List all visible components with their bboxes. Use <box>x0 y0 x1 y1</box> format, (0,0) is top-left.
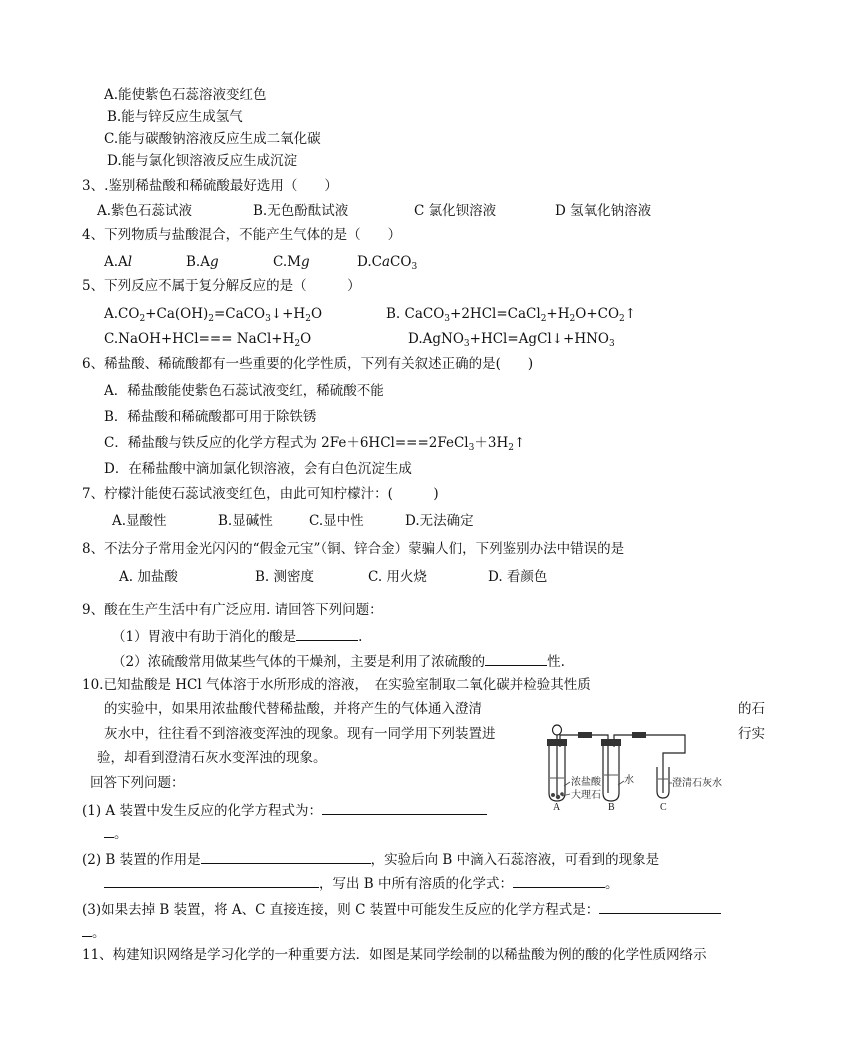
q6-option-c: C．稀盐酸与铁反应的化学方程式为 $2Fe+6HCl===2FeCl_3+3H_2↑$ <box>104 435 526 453</box>
q3-option-b: B.无色酚酞试液 <box>253 203 349 219</box>
apparatus-figure <box>544 723 732 811</box>
q8-stem: 8、不法分子常用金光闪闪的“假金元宝”（铜、锌合金）蒙骗人们，下列鉴别办法中错误的是 <box>82 541 625 557</box>
q3-option-a: A.紫色石蕊试液 <box>97 203 193 219</box>
q8-option-c: C. 用火烧 <box>368 569 427 585</box>
q10-part3-tail: 。 <box>82 922 106 942</box>
q8-option-a: A. 加盐酸 <box>119 569 178 585</box>
q10-line1: 10.已知盐酸是 HCl 气体溶于水所形成的溶液， 在实验室制取二氧化碳并检验其性质 <box>82 677 591 693</box>
q7-option-c: C.显中性 <box>309 513 364 529</box>
q3-option-c: C 氯化钡溶液 <box>414 203 497 219</box>
q10-blank-1-cont[interactable] <box>104 823 114 838</box>
q5-option-b: B. $CaCO_3+2HCl=CaCl_2+H_2O+CO_2↑$ <box>386 306 637 324</box>
q8-option-b: B. 测密度 <box>255 569 315 585</box>
q9-sub2: （2）浓硫酸常用做某些气体的干燥剂，主要是利用了浓硫酸的 性. <box>112 651 565 671</box>
q9-sub1: （1）胃液中有助于消化的酸是 . <box>112 626 362 646</box>
q3-option-d: D 氢氧化钠溶液 <box>555 203 652 219</box>
q4-stem: 4、下列物质与盐酸混合，不能产生气体的是（ ） <box>82 227 402 243</box>
q6-option-d: D．在稀盐酸中滴加氯化钡溶液，会有白色沉淀生成 <box>104 461 412 477</box>
q7-option-b: B.显碱性 <box>218 513 273 529</box>
q10-part1: (1) A 装置中发生反应的化学方程式为： <box>82 800 487 820</box>
q10-line3: 灰水中，往往看不到溶液变浑浊的现象。现有一同学用下列装置进 <box>104 726 496 742</box>
q6-stem: 6、稀盐酸、稀硫酸都有一些重要的化学性质，下列有关叙述正确的是( ) <box>82 356 534 372</box>
q10-line5: 回答下列问题： <box>90 775 185 791</box>
q7-option-a: A.显酸性 <box>112 513 167 529</box>
label-lime: 澄清石灰水 <box>672 778 722 789</box>
q7-option-d: D.无法确定 <box>405 513 474 529</box>
q10-part2: (2) B 装置的作用是 ，实验后向 B 中滴入石蕊溶液，可看到的现象是 <box>82 849 659 869</box>
label-acid: 浓盐酸 <box>571 777 601 788</box>
tag-c: C <box>660 802 667 811</box>
q2-option-c: C.能与碳酸钠溶液反应生成二氧化碳 <box>104 131 321 147</box>
q10-part2-cont: ，写出 B 中所有溶质的化学式： 。 <box>104 873 619 893</box>
q3-stem: 3、.鉴别稀盐酸和稀硫酸最好选用（ ） <box>82 178 338 194</box>
q10-line2: 的实验中，如果用浓盐酸代替稀盐酸，并将产生的气体通入澄清 <box>104 701 482 717</box>
q4-option-b: B.Ag <box>186 254 219 270</box>
q10-part1-tail: 。 <box>104 823 128 843</box>
label-stone: 大理石 <box>571 790 601 801</box>
q10-blank-4[interactable] <box>513 873 605 888</box>
q2-option-b: B.能与锌反应生成氢气 <box>107 109 243 125</box>
q2-option-d: D.能与氯化钡溶液反应生成沉淀 <box>107 153 298 169</box>
q11-line1: 11、构建知识网络是学习化学的一种重要方法．如图是某同学绘制的以稀盐酸为例的酸的化学性质网络示 <box>82 947 707 963</box>
q10-blank-2[interactable] <box>201 849 371 864</box>
q10-line3-end: 行实 <box>738 726 765 742</box>
q9-blank-1[interactable] <box>296 626 358 641</box>
q9-blank-2[interactable] <box>485 651 547 666</box>
q4-option-a: A.Al <box>104 254 133 270</box>
q4-option-c: C.Mg <box>273 254 310 270</box>
label-water: 水 <box>624 775 634 786</box>
q10-line4: 验，却看到澄清石灰水变浑浊的现象。 <box>97 750 327 766</box>
q5-option-a: $A.CO_2+Ca(OH)_2=CaCO_3↓+H_2O$ <box>104 306 323 324</box>
q10-blank-3[interactable] <box>104 873 319 888</box>
tag-a: A <box>553 802 561 811</box>
q10-part3: (3)如果去掉 B 装置，将 A、C 直接连接，则 C 装置中可能发生反应的化学方程式是： <box>82 899 721 919</box>
q2-option-a: A.能使紫色石蕊溶液变红色 <box>104 87 267 103</box>
q10-blank-1[interactable] <box>322 800 487 815</box>
q9-stem: 9、酸在生产生活中有广泛应用. 请回答下列问题： <box>82 602 383 618</box>
q5-option-c: C.NaOH+HCl=== $NaCl+H_2O$ <box>104 331 312 349</box>
q4-option-d: D.CaCO$_3$ <box>357 254 418 272</box>
q5-stem: 5、下列反应不属于复分解反应的是（ ） <box>82 278 361 294</box>
q8-option-d: D. 看颜色 <box>488 569 548 585</box>
q7-stem: 7、柠檬汁能使石蕊试液变红色，由此可知柠檬汁：( ) <box>82 486 439 502</box>
q6-option-b: B．稀盐酸和稀硫酸都可用于除铁锈 <box>104 409 317 425</box>
tag-b: B <box>608 802 615 811</box>
q5-option-d: $D.AgNO_3+HCl=AgCl↓+HNO_3$ <box>408 331 615 349</box>
q10-blank-5-cont[interactable] <box>82 922 92 937</box>
q10-blank-5[interactable] <box>599 899 721 914</box>
q6-option-a: A．稀盐酸能使紫色石蕊试液变红，稀硫酸不能 <box>104 383 384 399</box>
q10-line2-end: 的石 <box>738 701 765 717</box>
